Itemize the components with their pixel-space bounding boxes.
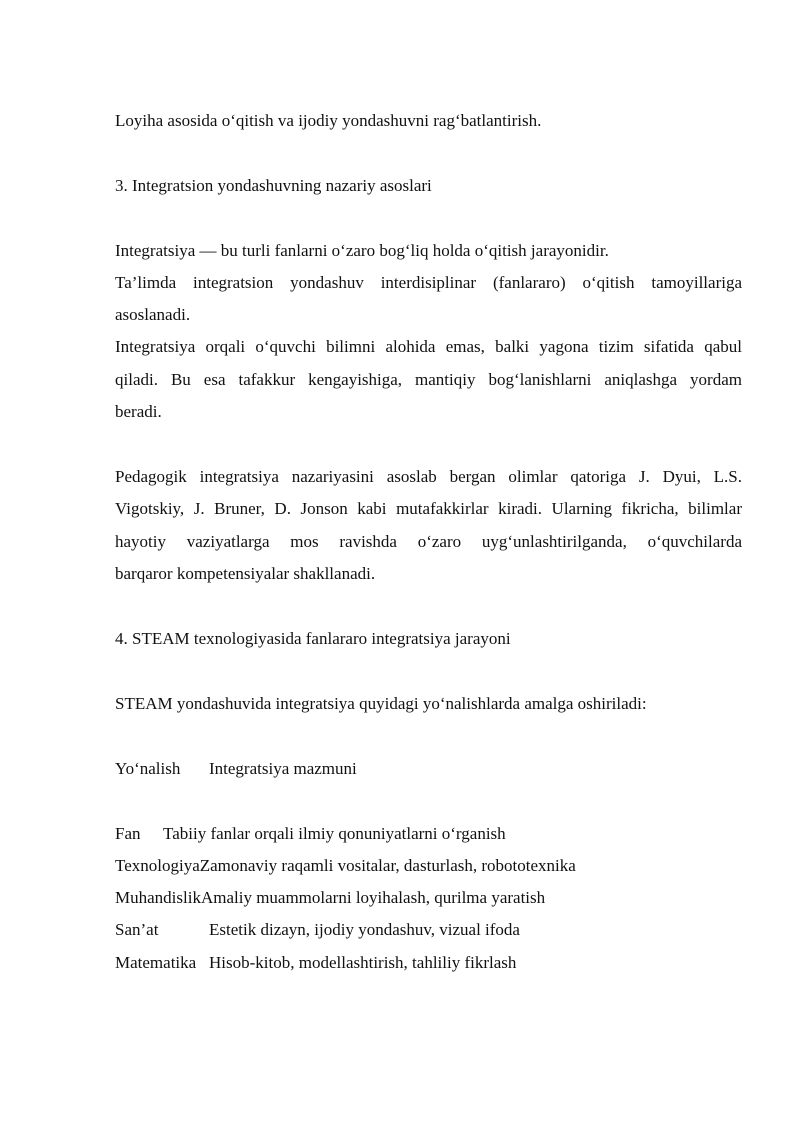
paragraph-line: barqaror kompetensiyalar shakllanadi.	[115, 564, 376, 583]
paragraph-line: Pedagogik integratsiya nazariyasini asoslab bergan olimlar qatoriga J. Dyui, L.S.	[115, 467, 742, 486]
table-row	[115, 919, 742, 941]
paragraph-line: Integratsiya orqali o‘quvchi bilimni alohida emas, balki yagona tizim sifatida qabul	[115, 337, 742, 356]
table-header	[115, 758, 742, 780]
row-direction: Fan	[115, 824, 141, 843]
row-content: Estetik dizayn, ijodiy yondashuv, vizual ifoda	[209, 920, 520, 939]
table-row	[115, 823, 742, 845]
table-row	[115, 952, 742, 974]
row-direction: Muhandislik	[115, 888, 201, 907]
row-content: Hisob-kitob, modellashtirish, tahliliy fikrlash	[209, 953, 517, 972]
row-direction: Texnologiya	[115, 856, 200, 875]
row-content: Tabiiy fanlar orqali ilmiy qonuniyatlarni o‘rganish	[163, 824, 506, 843]
paragraph-line: beradi.	[115, 402, 162, 421]
intro-line: Loyiha asosida o‘qitish va ijodiy yondashuvni rag‘batlantirish.	[115, 111, 542, 130]
section-4-heading: 4. STEAM texnologiyasida fanlararo integratsiya jarayoni	[115, 629, 511, 648]
table-row	[115, 887, 742, 909]
paragraph-line: qiladi. Bu esa tafakkur kengayishiga, mantiqiy bog‘lanishlarni aniqlashga yordam	[115, 370, 742, 389]
paragraph-line: hayotiy vaziyatlarga mos ravishda o‘zaro uyg‘unlashtirilganda, o‘quvchilarda	[115, 532, 742, 551]
paragraph-line: asoslanadi.	[115, 305, 191, 324]
paragraph-line: Vigotskiy, J. Bruner, D. Jonson kabi mutafakkirlar kiradi. Ularning fikricha, bilimlar	[115, 499, 742, 518]
paragraph-line: Integratsiya — bu turli fanlarni o‘zaro bog‘liq holda o‘qitish jarayonidir.	[115, 241, 609, 260]
row-content: Amaliy muammolarni loyihalash, qurilma yaratish	[200, 888, 546, 907]
table-header-content: Integratsiya mazmuni	[209, 759, 357, 778]
section-4-intro: STEAM yondashuvida integratsiya quyidagi yo‘nalishlarda amalga oshiriladi:	[115, 694, 647, 713]
row-direction: San’at	[115, 920, 159, 939]
paragraph-line: Ta’limda integratsion yondashuv interdisiplinar (fanlararo) o‘qitish tamoyillariga	[115, 273, 742, 292]
row-direction: Matematika	[115, 953, 197, 972]
table-row	[115, 855, 742, 877]
row-content: Zamonaviy raqamli vositalar, dasturlash, robototexnika	[199, 856, 576, 875]
section-3-heading: 3. Integratsion yondashuvning nazariy asoslari	[115, 176, 432, 195]
table-header-direction: Yo‘nalish	[115, 759, 181, 778]
